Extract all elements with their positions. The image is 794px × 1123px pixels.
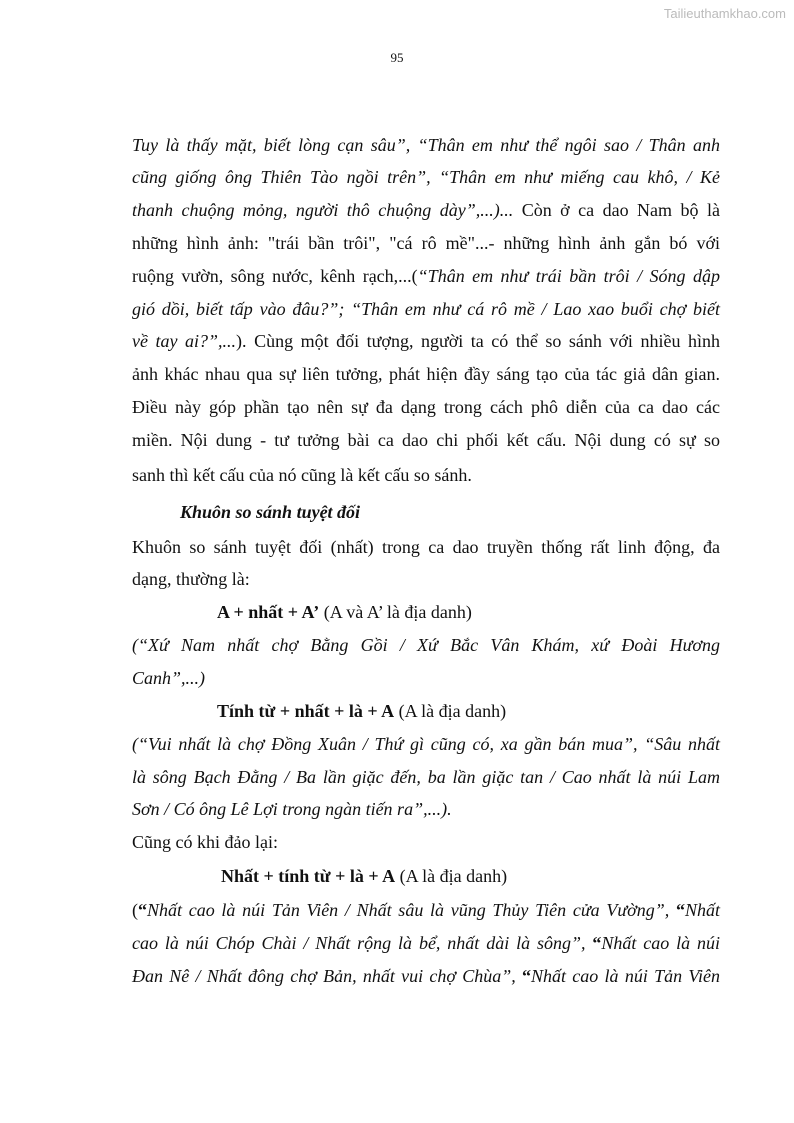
- formula-bold: A + nhất + A’: [217, 602, 320, 622]
- body-text: ). Cùng một đối tượng, người ta có thể so sánh với nhiều hình: [236, 331, 720, 351]
- example-line: (“Xứ Nam nhất chợ Bằng Gồi / Xứ Bắc Vân Khám, xứ Đoài Hương: [132, 635, 720, 655]
- quote-text: thanh chuộng mỏng, người thô chuộng dày”,...)...: [132, 200, 514, 220]
- formula-bold: Tính từ + nhất + là + A: [217, 701, 395, 721]
- quote-mark: “: [522, 966, 532, 986]
- quote-text: Đan Nê / Nhất đông chợ Bản, nhất vui chợ Chùa”,: [132, 966, 523, 986]
- formula: [217, 699, 506, 723]
- quote-text: về tay ai?”,...: [132, 331, 237, 351]
- example-line: Sơn / Có ông Lê Lợi trong ngàn tiến ra”,...).: [132, 799, 452, 819]
- paragraph-line: [132, 264, 720, 288]
- paragraph-line: miền. Nội dung - tư tưởng bài ca dao chi phối kết cấu. Nội dung có sự so: [132, 430, 720, 450]
- paragraph-line: Tuy là thấy mặt, biết lòng cạn sâu”, “Thân em như thể ngôi sao / Thân anh: [132, 135, 720, 155]
- paragraph-line: những hình ảnh: "trái bần trôi", "cá rô mề"...- những hình ảnh gắn bó với: [132, 233, 720, 253]
- quote-mark: “: [675, 900, 685, 920]
- paragraph-line: dạng, thường là:: [132, 569, 250, 589]
- paragraph-line: gió dồi, biết tấp vào đâu?”; “Thân em như cá rô mề / Lao xao buổi chợ biết: [132, 299, 720, 319]
- formula-note: (A và A’ là địa danh): [319, 602, 472, 622]
- formula-note: (A là địa danh): [394, 701, 507, 721]
- example-line: là sông Bạch Đằng / Ba lần giặc đến, ba lần giặc tan / Cao nhất là núi Lam: [132, 767, 720, 787]
- paragraph-line: [132, 329, 720, 353]
- quote-mark: “: [138, 900, 147, 920]
- paragraph-line: sanh thì kết cấu của nó cũng là kết cấu so sánh.: [132, 465, 472, 485]
- quote-text: cao là núi Chóp Chài / Nhất rộng là bể, nhất dài là sông”,: [132, 933, 593, 953]
- example-line: [132, 964, 720, 988]
- quote-text: Nhất: [684, 900, 720, 920]
- body-text: Còn ở ca dao Nam bộ là: [513, 200, 720, 220]
- quote-mark: “: [592, 933, 602, 953]
- paragraph-line: Cũng có khi đảo lại:: [132, 832, 278, 852]
- formula-note: (A là địa danh): [395, 866, 508, 886]
- paragraph-line: cũng giống ông Thiên Tào ngồi trên”, “Thân em như miếng cau khô, / Kẻ: [132, 167, 720, 187]
- watermark: Tailieuthamkhao.com: [663, 6, 786, 21]
- quote-text: Nhất cao là núi Tản Viên: [531, 966, 720, 986]
- paragraph-line: ảnh khác nhau qua sự liên tưởng, phát hiện đầy sáng tạo của tác giả dân gian.: [132, 364, 720, 384]
- page-number: 95: [390, 50, 404, 65]
- example-line: [132, 898, 720, 922]
- paren: (: [132, 900, 138, 920]
- quote-text: “Thân em như trái bần trôi / Sóng dập: [417, 266, 720, 286]
- paragraph-line: Điều này góp phần tạo nên sự đa dạng trong cách phô diễn của ca dao các: [132, 397, 720, 417]
- paragraph-line: Khuôn so sánh tuyệt đối (nhất) trong ca dao truyền thống rất linh động, đa: [132, 537, 720, 557]
- formula: [217, 600, 472, 624]
- example-line: [132, 931, 720, 955]
- body-text: ruộng vườn, sông nước, kênh rạch,...(: [132, 266, 418, 286]
- formula: [221, 864, 507, 888]
- quote-text: Nhất cao là núi: [601, 933, 720, 953]
- section-heading: Khuôn so sánh tuyệt đối: [180, 502, 361, 522]
- quote-text: Nhất cao là núi Tản Viên / Nhất sâu là vũng Thủy Tiên cửa Vường”,: [147, 900, 676, 920]
- formula-bold: Nhất + tính từ + là + A: [221, 866, 396, 886]
- paragraph-line: [132, 198, 720, 222]
- example-line: (“Vui nhất là chợ Đồng Xuân / Thứ gì cũng có, xa gần bán mua”, “Sâu nhất: [132, 734, 720, 754]
- example-line: Canh”,...): [132, 668, 206, 688]
